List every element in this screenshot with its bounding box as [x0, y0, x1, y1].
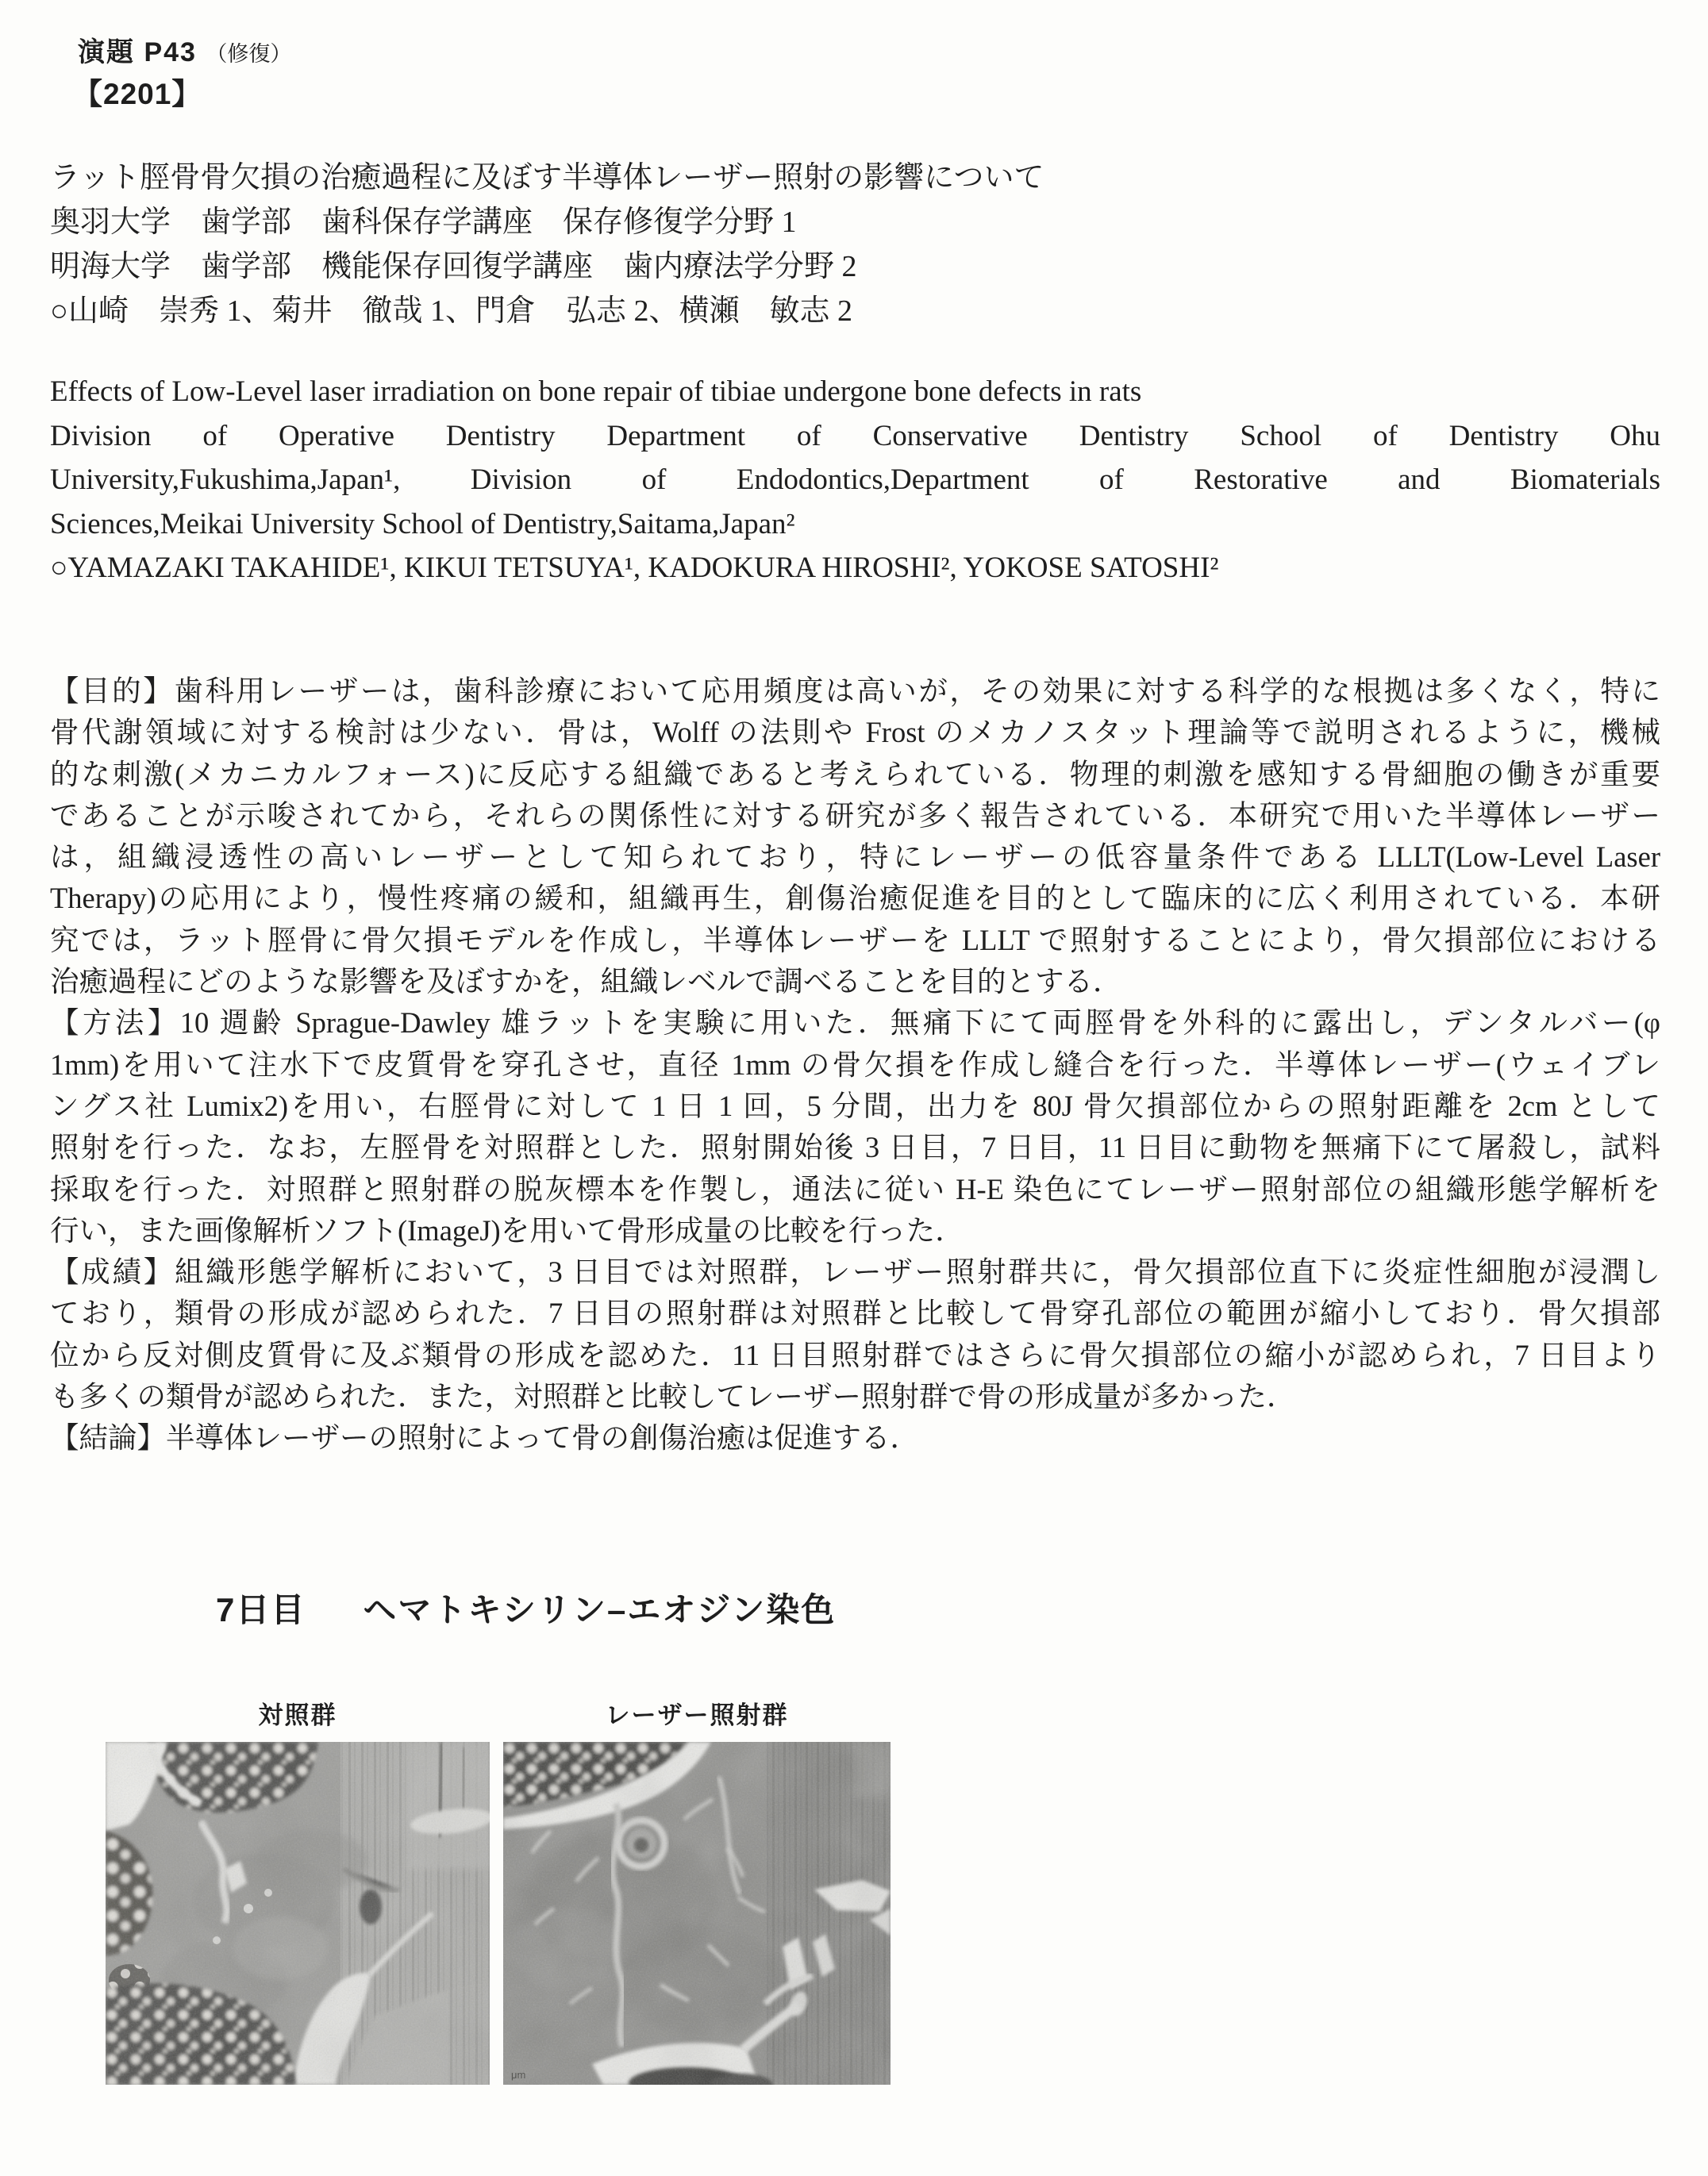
figure-day-label: 7日目 [216, 1591, 306, 1628]
english-title-paragraph [50, 370, 1660, 414]
text-line: 【結論】半導体レーザーの照射によって骨の創傷治癒は促進する． [50, 1421, 919, 1455]
text-line: 位から反対側皮質骨に及ぶ類骨の形成を認めた．11 日目照射群ではさらに骨欠損部位の縮小が認められ，7 日目より [50, 1338, 1660, 1371]
session-label: 演題 P43 [78, 37, 197, 67]
control-micrograph [106, 1742, 490, 2085]
conclusion-paragraph [50, 1417, 1660, 1459]
purpose-paragraph [50, 671, 1660, 1002]
session-header [78, 30, 291, 69]
text-line: Therapy)の応用により，慢性疼痛の緩和，組織再生，創傷治癒促進を目的として臨床的に広く利用されている．本研 [50, 882, 1660, 915]
text-line: University,Fukushima,Japan¹, Division of Endodontics,Department of Restorative and Biomaterials [50, 463, 1660, 496]
text-line: 究では，ラット脛骨に骨欠損モデルを作成し，半導体レーザーを LLLT で照射することにより，骨欠損部位における [50, 923, 1660, 956]
english-title: Effects of Low-Level laser irradiation on bone repair of tibiae undergone bone defects in rats [50, 375, 1142, 408]
english-affiliations [50, 414, 1660, 547]
results-paragraph [50, 1251, 1660, 1417]
text-line: であることが示唆されてから，それらの関係性に対する研究が多く報告されている．本研究で用いた半導体レーザー [50, 798, 1660, 832]
text-line: 治癒過程にどのような影響を及ぼすかを，組織レベルで調べることを目的とする． [50, 965, 1122, 998]
methods-paragraph [50, 1002, 1660, 1251]
text-line: 【目的】歯科用レーザーは，歯科診療において応用頻度は高いが，その効果に対する科学的な根拠は多くなく，特に [50, 675, 1660, 707]
english-authors: ○YAMAZAKI TAKAHIDE¹, KIKUI TETSUYA¹, KADOKURA HIROSHI², YOKOSE SATOSHI² [50, 552, 1219, 584]
text-line: 【成績】組織形態学解析において，3 日目では対照群，レーザー照射群共に，骨欠損部位直下に炎症性細胞が浸潤し [50, 1255, 1660, 1289]
text-line: も多くの類骨が認められた．また，対照群と比較してレーザー照射群で骨の形成量が多かった． [50, 1380, 1296, 1413]
text-line: 採取を行った．対照群と照射群の脱灰標本を作製し，通法に従い H-E 染色にてレーザー照射部位の組織形態学解析を [50, 1172, 1660, 1205]
abstract-body [50, 671, 1660, 1459]
text-line: ており，類骨の形成が認められた．7 日目の照射群は対照群と比較して骨穿孔部位の範囲が縮小しており．骨欠損部 [50, 1297, 1660, 1330]
laser-micrograph [503, 1742, 891, 2085]
text-line: 【方法】10 週齢 Sprague-Dawley 雄ラットを実験に用いた．無痛下にて両脛骨を外科的に露出し，デンタルバー(φ [50, 1006, 1660, 1040]
text-line: Division of Operative Dentistry Department of Conservative Dentistry School of Dentistry Ohu [50, 419, 1660, 452]
session-note: （修復） [206, 42, 292, 66]
text-line: 的な刺激(メカニカルフォース)に反応する組織であると考えられている．物理的刺激を感知する骨細胞の働きが重要 [50, 757, 1660, 790]
japanese-title: ラット脛骨骨欠損の治癒過程に及ぼす半導体レーザー照射の影響について [50, 161, 1044, 194]
english-title-block [50, 370, 1660, 590]
text-line: は，組織浸透性の高いレーザーとして知られており，特にレーザーの低容量条件である LLLT(Low-Level Laser [50, 840, 1660, 874]
text-line: 1mm)を用いて注水下で皮質骨を穿孔させ，直径 1mm の骨欠損を作成し縫合を行った．半導体レーザー(ウェイブレ [50, 1048, 1660, 1081]
text-line: 行い，また画像解析ソフト(ImageJ)を用いて骨形成量の比較を行った． [50, 1213, 964, 1247]
text-line: ングス社 Lumix2)を用い，右脛骨に対して 1 日 1 回，5 分間，出力を 80J 骨欠損部位からの照射距離を 2cm として [50, 1089, 1660, 1122]
text-line: Sciences,Meikai University School of Dentistry,Saitama,Japan² [50, 507, 795, 540]
english-authors-paragraph [50, 546, 1660, 590]
abstract-number: 【2201】 [73, 78, 202, 110]
japanese-authors: ○山崎 崇秀 1、菊井 徹哉 1、門倉 弘志 2、横瀬 敏志 2 [50, 294, 852, 328]
text-line: 照射を行った．なお，左脛骨を対照群とした．照射開始後 3 日目，7 日目，11 日目に動物を無痛下にて屠殺し，試料 [50, 1131, 1660, 1164]
figure-heading [216, 1584, 836, 1632]
text-line: 骨代謝領域に対する検討は少ない．骨は，Wolff の法則や Frost のメカノスタット理論等で説明されるように，機械 [50, 716, 1660, 749]
control-group-caption: 対照群 [258, 1701, 337, 1729]
laser-group-caption: レーザー照射群 [605, 1701, 789, 1729]
japanese-title-block [50, 156, 1660, 333]
figure-stain-label: ヘマトキシリン–エオジン染色 [363, 1591, 837, 1628]
japanese-affiliation-2: 明海大学 歯学部 機能保存回復学講座 歯内療法学分野 2 [50, 250, 857, 283]
japanese-affiliation-1: 奥羽大学 歯学部 歯科保存学講座 保存修復学分野 1 [50, 206, 797, 239]
